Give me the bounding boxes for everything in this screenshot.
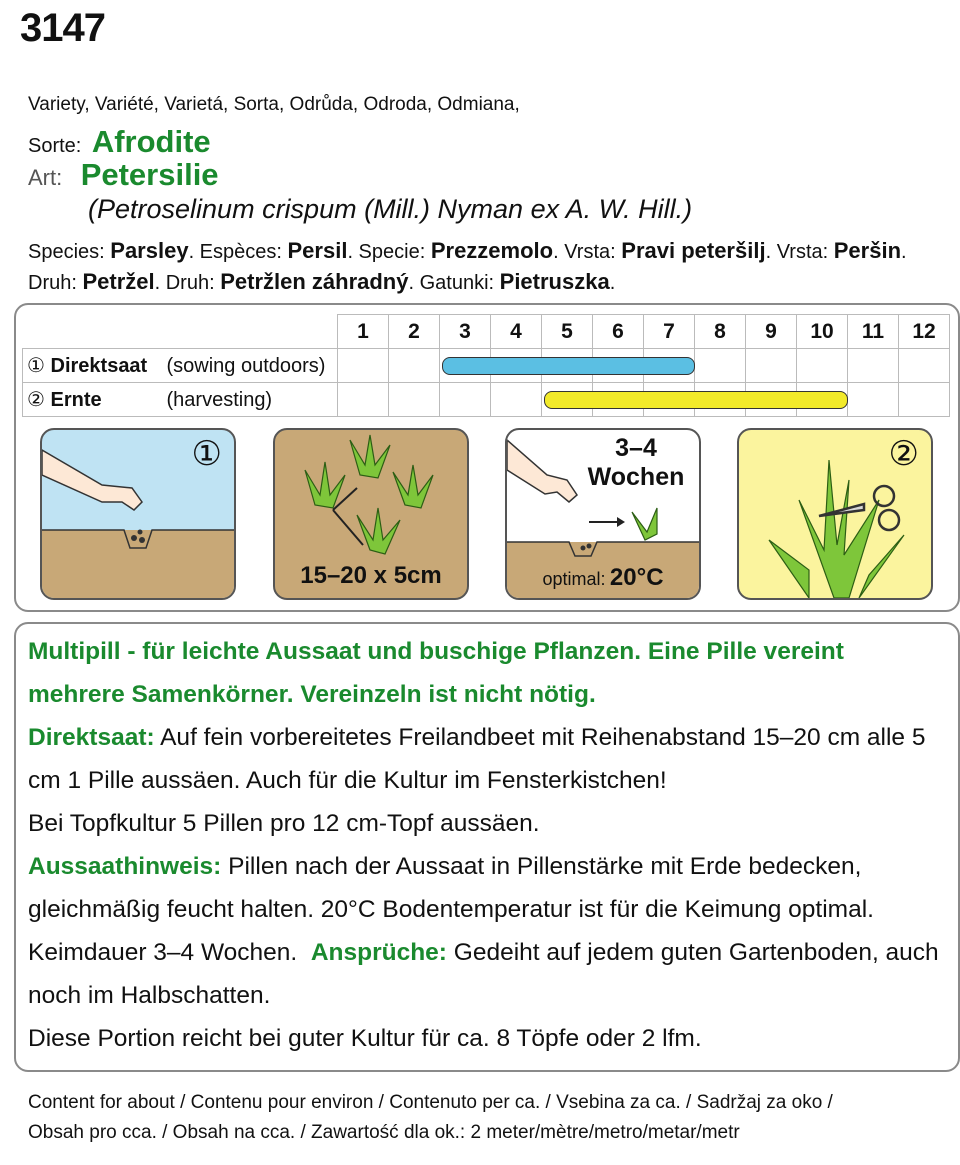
month-header: 6 bbox=[593, 315, 644, 349]
ansprueche-text: Gedeiht auf jedem guten Gartenboden, auch noch im Halbschatten. bbox=[28, 939, 939, 1009]
calendar-corner bbox=[23, 315, 338, 349]
month-cell bbox=[338, 383, 389, 417]
calendar-header-row bbox=[23, 315, 950, 349]
month-header: 8 bbox=[695, 315, 746, 349]
species-name: Petersilie bbox=[80, 157, 219, 192]
optimal-temp-value: 20°C bbox=[609, 564, 664, 591]
month-cell bbox=[746, 349, 797, 383]
row-name: Direktsaat bbox=[50, 355, 148, 377]
step-2-badge: ② bbox=[888, 435, 919, 473]
art-row bbox=[28, 157, 219, 193]
species-line-end: . bbox=[609, 272, 616, 294]
species-lang-name: Persil bbox=[287, 238, 348, 263]
season-bar bbox=[442, 357, 695, 375]
topf-paragraph: Bei Topfkultur 5 Pillen pro 12 cm-Topf aussäen. bbox=[28, 810, 540, 837]
month-header: 12 bbox=[899, 315, 950, 349]
month-cell bbox=[695, 349, 746, 383]
month-header: 2 bbox=[389, 315, 440, 349]
optimal-temperature bbox=[507, 564, 699, 592]
portion-paragraph: Diese Portion reicht bei guter Kultur für ca. 8 Töpfe oder 2 lfm. bbox=[28, 1025, 702, 1052]
optimal-label: optimal: bbox=[542, 569, 606, 589]
hinweis-paragraph bbox=[28, 845, 943, 1017]
variety-line: Variety, Variété, Varietá, Sorta, Odrůda, Odroda, Odmiana, bbox=[28, 94, 520, 115]
multipill-intro: Multipill - für leichte Aussaat und buschige Pflanzen. Eine Pille vereint mehrere Samenkörner. Vereinzeln ist nicht nötig. bbox=[28, 638, 844, 708]
month-header: 9 bbox=[746, 315, 797, 349]
species-lang-name: Parsley bbox=[110, 238, 189, 263]
row-number: ① bbox=[27, 355, 51, 377]
variety-name: Afrodite bbox=[91, 124, 211, 159]
species-lang-name: Petržlen záhradný bbox=[220, 269, 409, 294]
spacing-illustration bbox=[273, 428, 469, 600]
species-lang-label: Species: bbox=[28, 241, 111, 263]
row-name: Ernte bbox=[50, 389, 102, 411]
month-cell bbox=[491, 383, 542, 417]
spacing-label: 15–20 x 5cm bbox=[300, 562, 442, 589]
germination-time bbox=[577, 434, 695, 492]
sorte-row bbox=[28, 124, 211, 160]
month-cell bbox=[848, 383, 899, 417]
step-1-badge: ① bbox=[191, 435, 222, 473]
sowing-illustration bbox=[40, 428, 236, 600]
month-cell bbox=[848, 349, 899, 383]
sorte-label: Sorte: bbox=[28, 135, 82, 157]
species-lang-label: . Espèces: bbox=[188, 241, 288, 263]
content-footer bbox=[28, 1088, 833, 1148]
row-description: (harvesting) bbox=[166, 389, 273, 411]
species-lang-name: Pravi peteršilj bbox=[621, 238, 766, 263]
art-label: Art: bbox=[28, 165, 63, 190]
month-header: 7 bbox=[644, 315, 695, 349]
species-lang-name: Prezzemolo bbox=[430, 238, 554, 263]
species-lang-label: . Vrsta: bbox=[553, 241, 622, 263]
month-cell bbox=[899, 349, 950, 383]
species-line-2 bbox=[28, 267, 907, 298]
germination-illustration bbox=[505, 428, 701, 600]
species-translations bbox=[28, 236, 907, 298]
month-cell bbox=[389, 383, 440, 417]
row-description: (sowing outdoors) bbox=[166, 355, 326, 377]
row-number: ② bbox=[27, 389, 51, 411]
month-header: 10 bbox=[797, 315, 848, 349]
direktsaat-text: Auf fein vorbereitetes Freilandbeet mit Reihenabstand 15–20 cm alle 5 cm 1 Pille aussäen. Auch für die Kultur im Fensterkistchen! bbox=[28, 724, 926, 794]
hinweis-label: Aussaathinweis: bbox=[28, 853, 222, 880]
species-line-1 bbox=[28, 236, 907, 267]
species-line-end: . bbox=[901, 241, 907, 263]
month-cell bbox=[899, 383, 950, 417]
harvest-illustration bbox=[737, 428, 933, 600]
weeks-number: 3–4 bbox=[615, 434, 657, 462]
month-cell bbox=[440, 383, 491, 417]
hinweis-text: Pillen nach der Aussaat in Pillenstärke mit Erde bedecken, gleichmäßig feucht halten. 20°C Bodentemperatur ist für die Keimung optimal. Keimdauer 3–4 Wochen. bbox=[28, 853, 881, 966]
month-header: 5 bbox=[542, 315, 593, 349]
month-cell bbox=[389, 349, 440, 383]
species-lang-label: . Gatunki: bbox=[408, 272, 500, 294]
direktsaat-label: Direktsaat: bbox=[28, 724, 155, 751]
species-lang-label: . Vrsta: bbox=[765, 241, 834, 263]
month-header: 3 bbox=[440, 315, 491, 349]
weeks-label: Wochen bbox=[587, 463, 685, 491]
calendar-row-label bbox=[23, 383, 338, 417]
species-lang-label: Druh: bbox=[28, 272, 83, 294]
month-cell bbox=[338, 349, 389, 383]
month-header: 11 bbox=[848, 315, 899, 349]
instructions-text bbox=[28, 630, 943, 1060]
footer-line-1: Content for about / Contenu pour environ / Contenuto per ca. / Vsebina za ca. / Sadržaj za oko / bbox=[28, 1092, 833, 1113]
ansprueche-label: Ansprüche: bbox=[310, 939, 447, 966]
species-lang-name: Peršin bbox=[833, 238, 902, 263]
latin-name: (Petroselinum crispum (Mill.) Nyman ex A. W. Hill.) bbox=[88, 194, 693, 224]
month-cell bbox=[797, 349, 848, 383]
species-lang-label: . Specie: bbox=[347, 241, 431, 263]
direktsaat-paragraph bbox=[28, 716, 943, 802]
month-header: 4 bbox=[491, 315, 542, 349]
species-lang-label: . Druh: bbox=[154, 272, 221, 294]
species-lang-name: Pietruszka bbox=[499, 269, 610, 294]
product-code: 3147 bbox=[20, 6, 105, 50]
season-bar bbox=[544, 391, 848, 409]
month-header: 1 bbox=[338, 315, 389, 349]
species-lang-name: Petržel bbox=[82, 269, 155, 294]
calendar-row-label bbox=[23, 349, 338, 383]
footer-line-2: Obsah pro cca. / Obsah na cca. / Zawartość dla ok.: 2 meter/mètre/metro/metar/metr bbox=[28, 1122, 740, 1143]
